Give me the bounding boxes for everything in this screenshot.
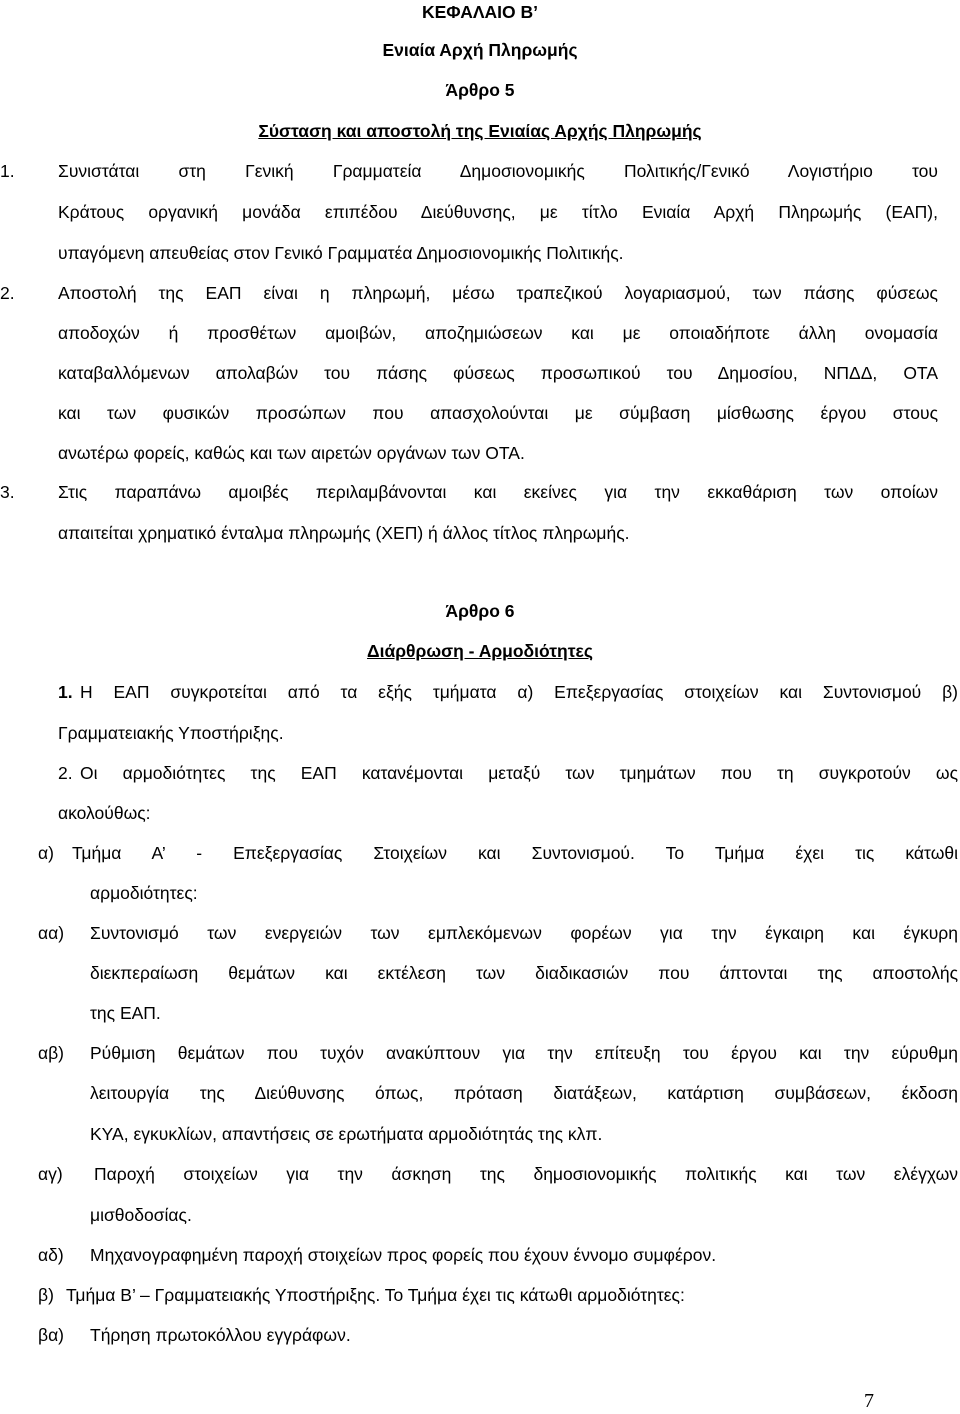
article-5-para-2-line: καταβαλλόμενων απολαβών του πάσης φύσεως προσωπικού του Δημοσίου, ΝΠΔΔ, ΟΤΑ — [58, 363, 938, 383]
article-6-para-2-number: 2. — [58, 763, 73, 783]
article-6-para-1-line: Γραμματειακής Υποστήριξης. — [58, 723, 284, 743]
article-5-para-3-number: 3. — [0, 482, 15, 502]
item-ab-line: Ρύθμιση θεμάτων που τυχόν ανακύπτουν για την επίτευξη του έργου και την εύρυθμη — [90, 1043, 958, 1063]
page-number: 7 — [864, 1390, 874, 1412]
article-5-para-3-line: απαιτείται χρηματικό ένταλμα πληρωμής (ΧΕΠ) ή άλλος τίτλος πληρωμής. — [58, 523, 630, 543]
article-5-para-1-line: Συνιστάται στη Γενική Γραμματεία Δημοσιονομικής Πολιτικής/Γενικό Λογιστήριο του — [58, 161, 938, 181]
item-aa-line: Συντονισμό των ενεργειών των εμπλεκόμενων φορέων για την έγκαιρη και έγκυρη — [90, 923, 958, 943]
item-ad-label: αδ) — [38, 1245, 64, 1265]
article-6-title: Διάρθρωση - Αρμοδιότητες — [367, 641, 593, 661]
item-ba-label: βα) — [38, 1325, 65, 1345]
article-5-para-2-line: ανωτέρω φορείς, καθώς και των αιρετών οργάνων των ΟΤΑ. — [58, 443, 525, 463]
article-5-para-1-number: 1. — [0, 161, 15, 181]
article-6-para-1-line: Η ΕΑΠ συγκροτείται από τα εξής τμήματα α) Επεξεργασίας στοιχείων και Συντονισμού β) — [80, 682, 958, 702]
item-ba-text: Τήρηση πρωτοκόλλου εγγράφων. — [90, 1325, 351, 1345]
article-5-para-1-line: υπαγόμενη απευθείας στον Γενικό Γραμματέα Δημοσιονομικής Πολιτικής. — [58, 243, 624, 263]
item-ab-label: αβ) — [38, 1043, 65, 1063]
item-a-line: Τμήμα Α’ - Επεξεργασίας Στοιχείων και Συντονισμού. Το Τμήμα έχει τις κάτωθι — [72, 843, 958, 863]
item-ad-line: Μηχανογραφημένη παροχή στοιχείων προς φορείς που έχουν έννομο συμφέρον. — [90, 1245, 717, 1265]
article-5-title: Σύσταση και αποστολή της Ενιαίας Αρχής Πληρωμής — [258, 121, 702, 141]
article-6-para-2-line: ακολούθως: — [58, 803, 151, 823]
article-6-heading: Άρθρο 6 — [445, 601, 515, 621]
article-5-para-1-line: Κράτους οργανική μονάδα επιπέδου Διεύθυνσης, με τίτλο Ενιαία Αρχή Πληρωμής (ΕΑΠ), — [58, 202, 938, 222]
item-aa-label: αα) — [38, 923, 65, 943]
chapter-title: Ενιαία Αρχή Πληρωμής — [382, 40, 578, 60]
item-a-line: αρμοδιότητες: — [90, 883, 198, 903]
article-5-para-2-line: Αποστολή της ΕΑΠ είναι η πληρωμή, μέσω τραπεζικού λογαριασμού, των πάσης φύσεως — [58, 283, 938, 303]
item-ab-line: ΚΥΑ, εγκυκλίων, απαντήσεις σε ερωτήματα αρμοδιότητάς της κλπ. — [90, 1124, 603, 1144]
item-ab-line: λειτουργία της Διεύθυνσης όπως, πρόταση διατάξεων, κατάρτιση συμβάσεων, έκδοση — [90, 1083, 958, 1103]
item-b-text: Τμήμα Β’ – Γραμματειακής Υποστήριξης. Το Τμήμα έχει τις κάτωθι αρμοδιότητες: — [66, 1285, 685, 1305]
article-5-heading: Άρθρο 5 — [445, 80, 515, 100]
item-ag-line: μισθοδοσίας. — [90, 1205, 192, 1225]
article-5-para-2-line: αποδοχών ή προσθέτων αμοιβών, αποζημιώσεων και με οποιαδήποτε άλλη ονομασία — [58, 323, 938, 343]
article-6-para-1-number: 1. — [58, 682, 73, 702]
item-aa-line: της ΕΑΠ. — [90, 1003, 161, 1023]
item-a-label: α) — [38, 843, 54, 863]
article-5-para-3-line: Στις παραπάνω αμοιβές περιλαμβάνονται και εκείνες για την εκκαθάριση των οποίων — [58, 482, 938, 502]
item-b-label: β) — [38, 1285, 54, 1305]
chapter-heading: ΚΕΦΑΛΑΙΟ Β’ — [422, 2, 538, 22]
item-ag-line: Παροχή στοιχείων για την άσκηση της δημοσιονομικής πολιτικής και των ελέγχων — [94, 1164, 958, 1184]
item-ag-label: αγ) — [38, 1164, 63, 1184]
article-5-para-2-line: και των φυσικών προσώπων που απασχολούνται με σύμβαση μίσθωσης έργου στους — [58, 403, 938, 423]
article-5-para-2-number: 2. — [0, 283, 15, 303]
article-6-para-2-line: Οι αρμοδιότητες της ΕΑΠ κατανέμονται μεταξύ των τμημάτων που τη συγκροτούν ως — [80, 763, 958, 783]
item-aa-line: διεκπεραίωση θεμάτων και εκτέλεση των διαδικασιών που άπτονται της αποστολής — [90, 963, 958, 983]
